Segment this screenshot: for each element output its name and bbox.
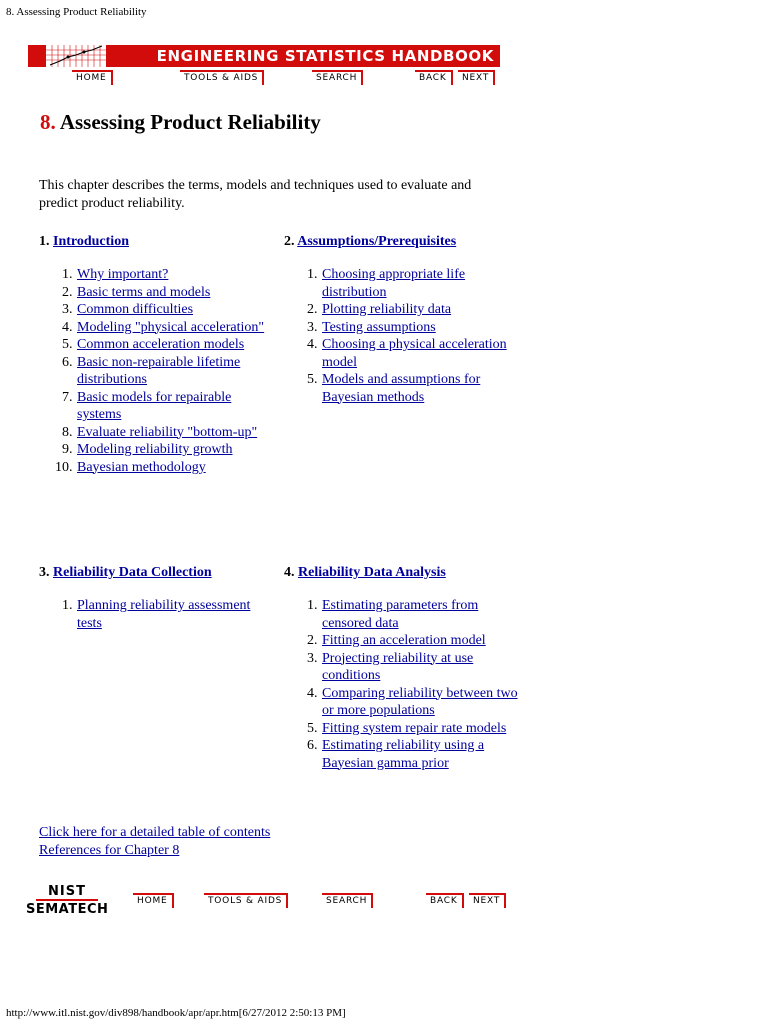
list-item bbox=[321, 319, 519, 337]
list-item bbox=[76, 319, 274, 337]
section-heading: 4. Reliability Data Analysis bbox=[284, 565, 446, 580]
chapter-title: Assessing Product Reliability bbox=[59, 110, 321, 134]
nav-home-button[interactable]: HOME bbox=[72, 70, 113, 85]
topic-link[interactable]: Estimating parameters from censored data bbox=[322, 598, 479, 631]
list-item bbox=[76, 389, 274, 424]
list-item bbox=[76, 301, 274, 319]
topic-link[interactable]: Why important? bbox=[77, 267, 169, 282]
section-link-assumptions[interactable]: Assumptions/Prerequisites bbox=[297, 234, 457, 249]
chapter-number: 8. bbox=[40, 110, 56, 134]
bottom-nav-search-button[interactable]: SEARCH bbox=[322, 893, 373, 908]
nav-next-button[interactable]: NEXT bbox=[458, 70, 495, 85]
list-item bbox=[321, 650, 519, 685]
topic-link[interactable]: Bayesian methodology bbox=[77, 459, 206, 475]
topic-link[interactable]: Plotting reliability data bbox=[322, 302, 452, 317]
print-footer-url: http://www.itl.nist.gov/div898/handbook/apr/apr.htm[6/27/2012 2:50:13 PM] bbox=[6, 1007, 346, 1019]
topic-link[interactable]: Modeling "physical acceleration" bbox=[77, 319, 265, 335]
page-title bbox=[40, 110, 321, 135]
list-item bbox=[76, 441, 274, 459]
list-item bbox=[321, 336, 519, 371]
section-link-data-analysis[interactable]: Reliability Data Analysis bbox=[298, 565, 446, 580]
print-header: 8. Assessing Product Reliability bbox=[6, 6, 147, 18]
section-list bbox=[284, 597, 519, 772]
section-list bbox=[284, 266, 519, 406]
bottom-nav-next-button[interactable]: NEXT bbox=[469, 893, 506, 908]
list-item bbox=[321, 737, 519, 772]
topic-link[interactable]: Basic non-repairable lifetime distributions bbox=[77, 354, 241, 387]
list-item bbox=[321, 301, 519, 319]
topic-link[interactable]: Basic terms and models bbox=[77, 284, 211, 300]
list-item bbox=[76, 284, 274, 302]
section-heading: 1. Introduction bbox=[39, 234, 129, 249]
topic-link[interactable]: Planning reliability assessment tests bbox=[77, 598, 251, 631]
nav-search-button[interactable]: SEARCH bbox=[312, 70, 363, 85]
bottom-links bbox=[39, 824, 270, 859]
graph-paper-icon bbox=[46, 41, 106, 69]
nav-back-button[interactable]: BACK bbox=[415, 70, 453, 85]
list-item bbox=[76, 424, 274, 442]
section-heading: 2. Assumptions/Prerequisites bbox=[284, 234, 457, 249]
topic-link[interactable]: Common difficulties bbox=[77, 302, 194, 317]
topic-link[interactable]: Choosing a physical acceleration model bbox=[322, 337, 507, 370]
topic-link[interactable]: Basic models for repairable systems bbox=[77, 389, 232, 422]
section-introduction bbox=[39, 233, 274, 476]
list-item bbox=[76, 459, 274, 477]
topic-link[interactable]: Common acceleration models bbox=[77, 337, 245, 352]
list-item bbox=[321, 597, 519, 632]
topic-link[interactable]: Testing assumptions bbox=[322, 319, 436, 335]
bottom-nav-tools-button[interactable]: TOOLS & AIDS bbox=[204, 893, 288, 908]
topic-link[interactable]: Models and assumptions for Bayesian methods bbox=[322, 372, 481, 405]
topic-link[interactable]: Choosing appropriate life distribution bbox=[322, 267, 466, 300]
banner-logo-block bbox=[28, 45, 46, 67]
topic-link[interactable]: Evaluate reliability "bottom-up" bbox=[77, 424, 258, 440]
section-data-analysis bbox=[284, 564, 519, 772]
detailed-toc-link[interactable]: Click here for a detailed table of contents bbox=[39, 825, 271, 840]
section-list bbox=[39, 266, 274, 476]
section-link-introduction[interactable]: Introduction bbox=[53, 234, 129, 249]
topic-link[interactable]: Estimating reliability using a Bayesian gamma prior bbox=[322, 738, 485, 771]
section-heading: 3. Reliability Data Collection bbox=[39, 565, 212, 580]
section-list bbox=[39, 597, 274, 632]
chapter-intro: This chapter describes the terms, models and techniques used to evaluate and predict product reliability. bbox=[39, 178, 472, 211]
banner-title: ENGINEERING STATISTICS HANDBOOK bbox=[106, 45, 500, 67]
list-item bbox=[321, 371, 519, 406]
nav-tools-button[interactable]: TOOLS & AIDS bbox=[180, 70, 264, 85]
topic-link[interactable]: Fitting system repair rate models bbox=[322, 720, 507, 736]
topic-link[interactable]: Comparing reliability between two or more populations bbox=[322, 685, 518, 718]
list-item bbox=[321, 720, 519, 738]
nist-sematech-logo[interactable]: NIST SEMATECH bbox=[26, 884, 109, 917]
references-link[interactable]: References for Chapter 8 bbox=[39, 842, 180, 858]
section-data-collection bbox=[39, 564, 274, 632]
list-item bbox=[76, 597, 274, 632]
handbook-banner bbox=[28, 45, 500, 67]
list-item bbox=[321, 685, 519, 720]
list-item bbox=[76, 354, 274, 389]
list-item bbox=[76, 336, 274, 354]
topic-link[interactable]: Fitting an acceleration model bbox=[322, 633, 486, 648]
list-item bbox=[321, 632, 519, 650]
list-item bbox=[76, 266, 274, 284]
section-assumptions bbox=[284, 233, 519, 406]
bottom-nav-home-button[interactable]: HOME bbox=[133, 893, 174, 908]
section-link-data-collection[interactable]: Reliability Data Collection bbox=[53, 565, 212, 580]
topic-link[interactable]: Projecting reliability at use conditions bbox=[322, 650, 474, 683]
topic-link[interactable]: Modeling reliability growth bbox=[77, 442, 233, 457]
bottom-nav-back-button[interactable]: BACK bbox=[426, 893, 464, 908]
list-item bbox=[321, 266, 519, 301]
